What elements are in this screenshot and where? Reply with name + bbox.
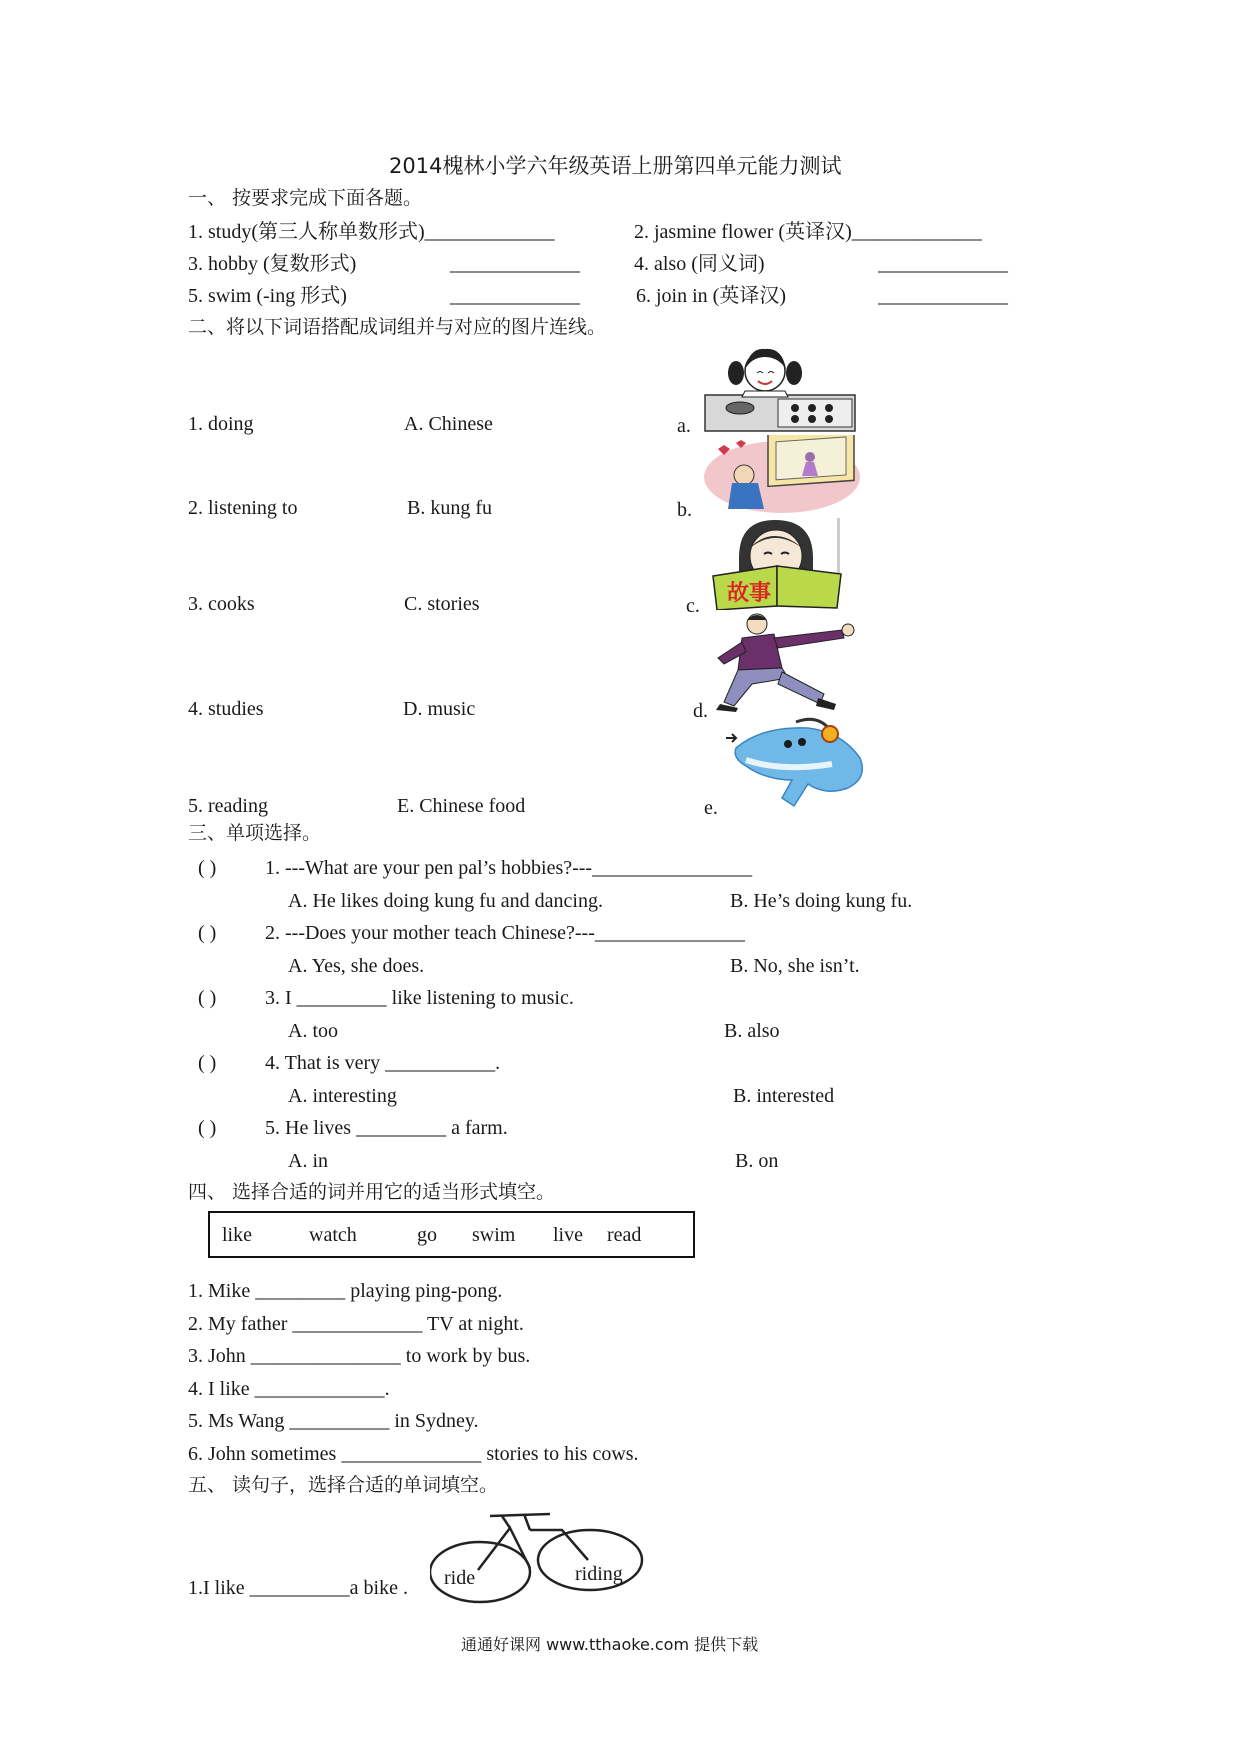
s1-item-5: 5. swim (-ing 形式) — [188, 285, 347, 307]
q4-text: 4. That is very ___________. — [265, 1052, 501, 1074]
s4-sentence-3: 3. John _______________ to work by bus. — [188, 1345, 531, 1367]
s1-item-2: 2. jasmine flower (英译汉)_____________ — [634, 221, 982, 243]
s1-item-6-blank: _____________ — [878, 285, 1008, 307]
s1-item-1: 1. study(第三人称单数形式)_____________ — [188, 221, 555, 243]
s1-item-3: 3. hobby (复数形式) — [188, 253, 357, 275]
q3-paren: ( ) — [198, 987, 217, 1009]
match-mid-b: B. kung fu — [407, 497, 492, 519]
s1-item-4: 4. also (同义词) — [634, 253, 765, 275]
q2-option-a: A. Yes, she does. — [288, 955, 425, 977]
match-left-4: 4. studies — [188, 698, 264, 720]
cooking-girl-picture — [700, 343, 858, 433]
q5-option-a: A. in — [288, 1150, 328, 1172]
match-mid-d: D. music — [403, 698, 476, 720]
match-mid-a: A. Chinese — [404, 413, 493, 435]
s1-item-3-blank: _____________ — [450, 253, 580, 275]
q2-paren: ( ) — [198, 922, 217, 944]
wheel-word-riding: riding — [575, 1563, 623, 1585]
q4-option-a: A. interesting — [288, 1085, 397, 1107]
s5-sentence-1: 1.I like __________a bike . — [188, 1577, 408, 1599]
match-left-2: 2. listening to — [188, 497, 298, 519]
q1-text: 1. ---What are your pen pal’s hobbies?---________________ — [265, 857, 753, 879]
section-1-heading: 一、 按要求完成下面各题。 — [188, 187, 423, 209]
word-bank-like: like — [222, 1224, 252, 1246]
q4-option-b: B. interested — [733, 1085, 835, 1107]
word-bank-watch: watch — [309, 1224, 357, 1246]
section-3-heading: 三、单项选择。 — [188, 822, 322, 844]
q3-option-b: B. also — [724, 1020, 780, 1042]
s4-sentence-2: 2. My father _____________ TV at night. — [188, 1313, 524, 1335]
kung-fu-picture — [712, 612, 862, 714]
match-mid-c: C. stories — [404, 593, 480, 615]
match-letter-d: d. — [693, 700, 708, 722]
word-bank-live: live — [553, 1224, 583, 1246]
match-letter-b: b. — [677, 499, 692, 521]
match-letter-c: c. — [686, 595, 700, 617]
q4-paren: ( ) — [198, 1052, 217, 1074]
s4-sentence-4: 4. I like _____________. — [188, 1378, 390, 1400]
q3-text: 3. I _________ like listening to music. — [265, 987, 574, 1009]
section-5-heading: 五、 读句子，选择合适的单词填空。 — [188, 1474, 499, 1496]
match-letter-e: e. — [704, 797, 718, 819]
q5-text: 5. He lives _________ a farm. — [265, 1117, 508, 1139]
match-left-1: 1. doing — [188, 413, 254, 435]
section-4-heading: 四、 选择合适的词并用它的适当形式填空。 — [188, 1181, 556, 1203]
s4-sentence-6: 6. John sometimes ______________ stories to his cows. — [188, 1443, 639, 1465]
match-left-3: 3. cooks — [188, 593, 255, 615]
match-mid-e: E. Chinese food — [397, 795, 526, 817]
q5-paren: ( ) — [198, 1117, 217, 1139]
q5-option-b: B. on — [735, 1150, 779, 1172]
bicycle-word-picture — [430, 1508, 650, 1608]
word-bank-swim: swim — [472, 1224, 516, 1246]
listening-music-picture — [702, 435, 862, 515]
match-letter-a: a. — [677, 415, 691, 437]
q1-option-a: A. He likes doing kung fu and dancing. — [288, 890, 603, 912]
dolphin-headphones-picture — [722, 714, 867, 812]
s4-sentence-5: 5. Ms Wang __________ in Sydney. — [188, 1410, 479, 1432]
s4-sentence-1: 1. Mike _________ playing ping-pong. — [188, 1280, 503, 1302]
q1-paren: ( ) — [198, 857, 217, 879]
wheel-word-ride: ride — [444, 1567, 476, 1589]
word-bank-go: go — [417, 1224, 437, 1246]
s1-item-4-blank: _____________ — [878, 253, 1008, 275]
q1-option-b: B. He’s doing kung fu. — [730, 890, 913, 912]
page-title: 2014槐林小学六年级英语上册第四单元能力测试 — [389, 154, 842, 178]
s1-item-5-blank: _____________ — [450, 285, 580, 307]
s1-item-6: 6. join in (英译汉) — [636, 285, 786, 307]
book-cover-text: 故事 — [727, 581, 772, 606]
word-bank-read: read — [607, 1224, 642, 1246]
section-2-heading: 二、将以下词语搭配成词组并与对应的图片连线。 — [188, 316, 607, 338]
match-left-5: 5. reading — [188, 795, 268, 817]
footer-credit: 通通好课网 www.tthaoke.com 提供下载 — [461, 1635, 759, 1654]
reading-stories-picture — [709, 518, 849, 610]
q3-option-a: A. too — [288, 1020, 338, 1042]
q2-option-b: B. No, she isn’t. — [730, 955, 860, 977]
q2-text: 2. ---Does your mother teach Chinese?---_______________ — [265, 922, 745, 944]
